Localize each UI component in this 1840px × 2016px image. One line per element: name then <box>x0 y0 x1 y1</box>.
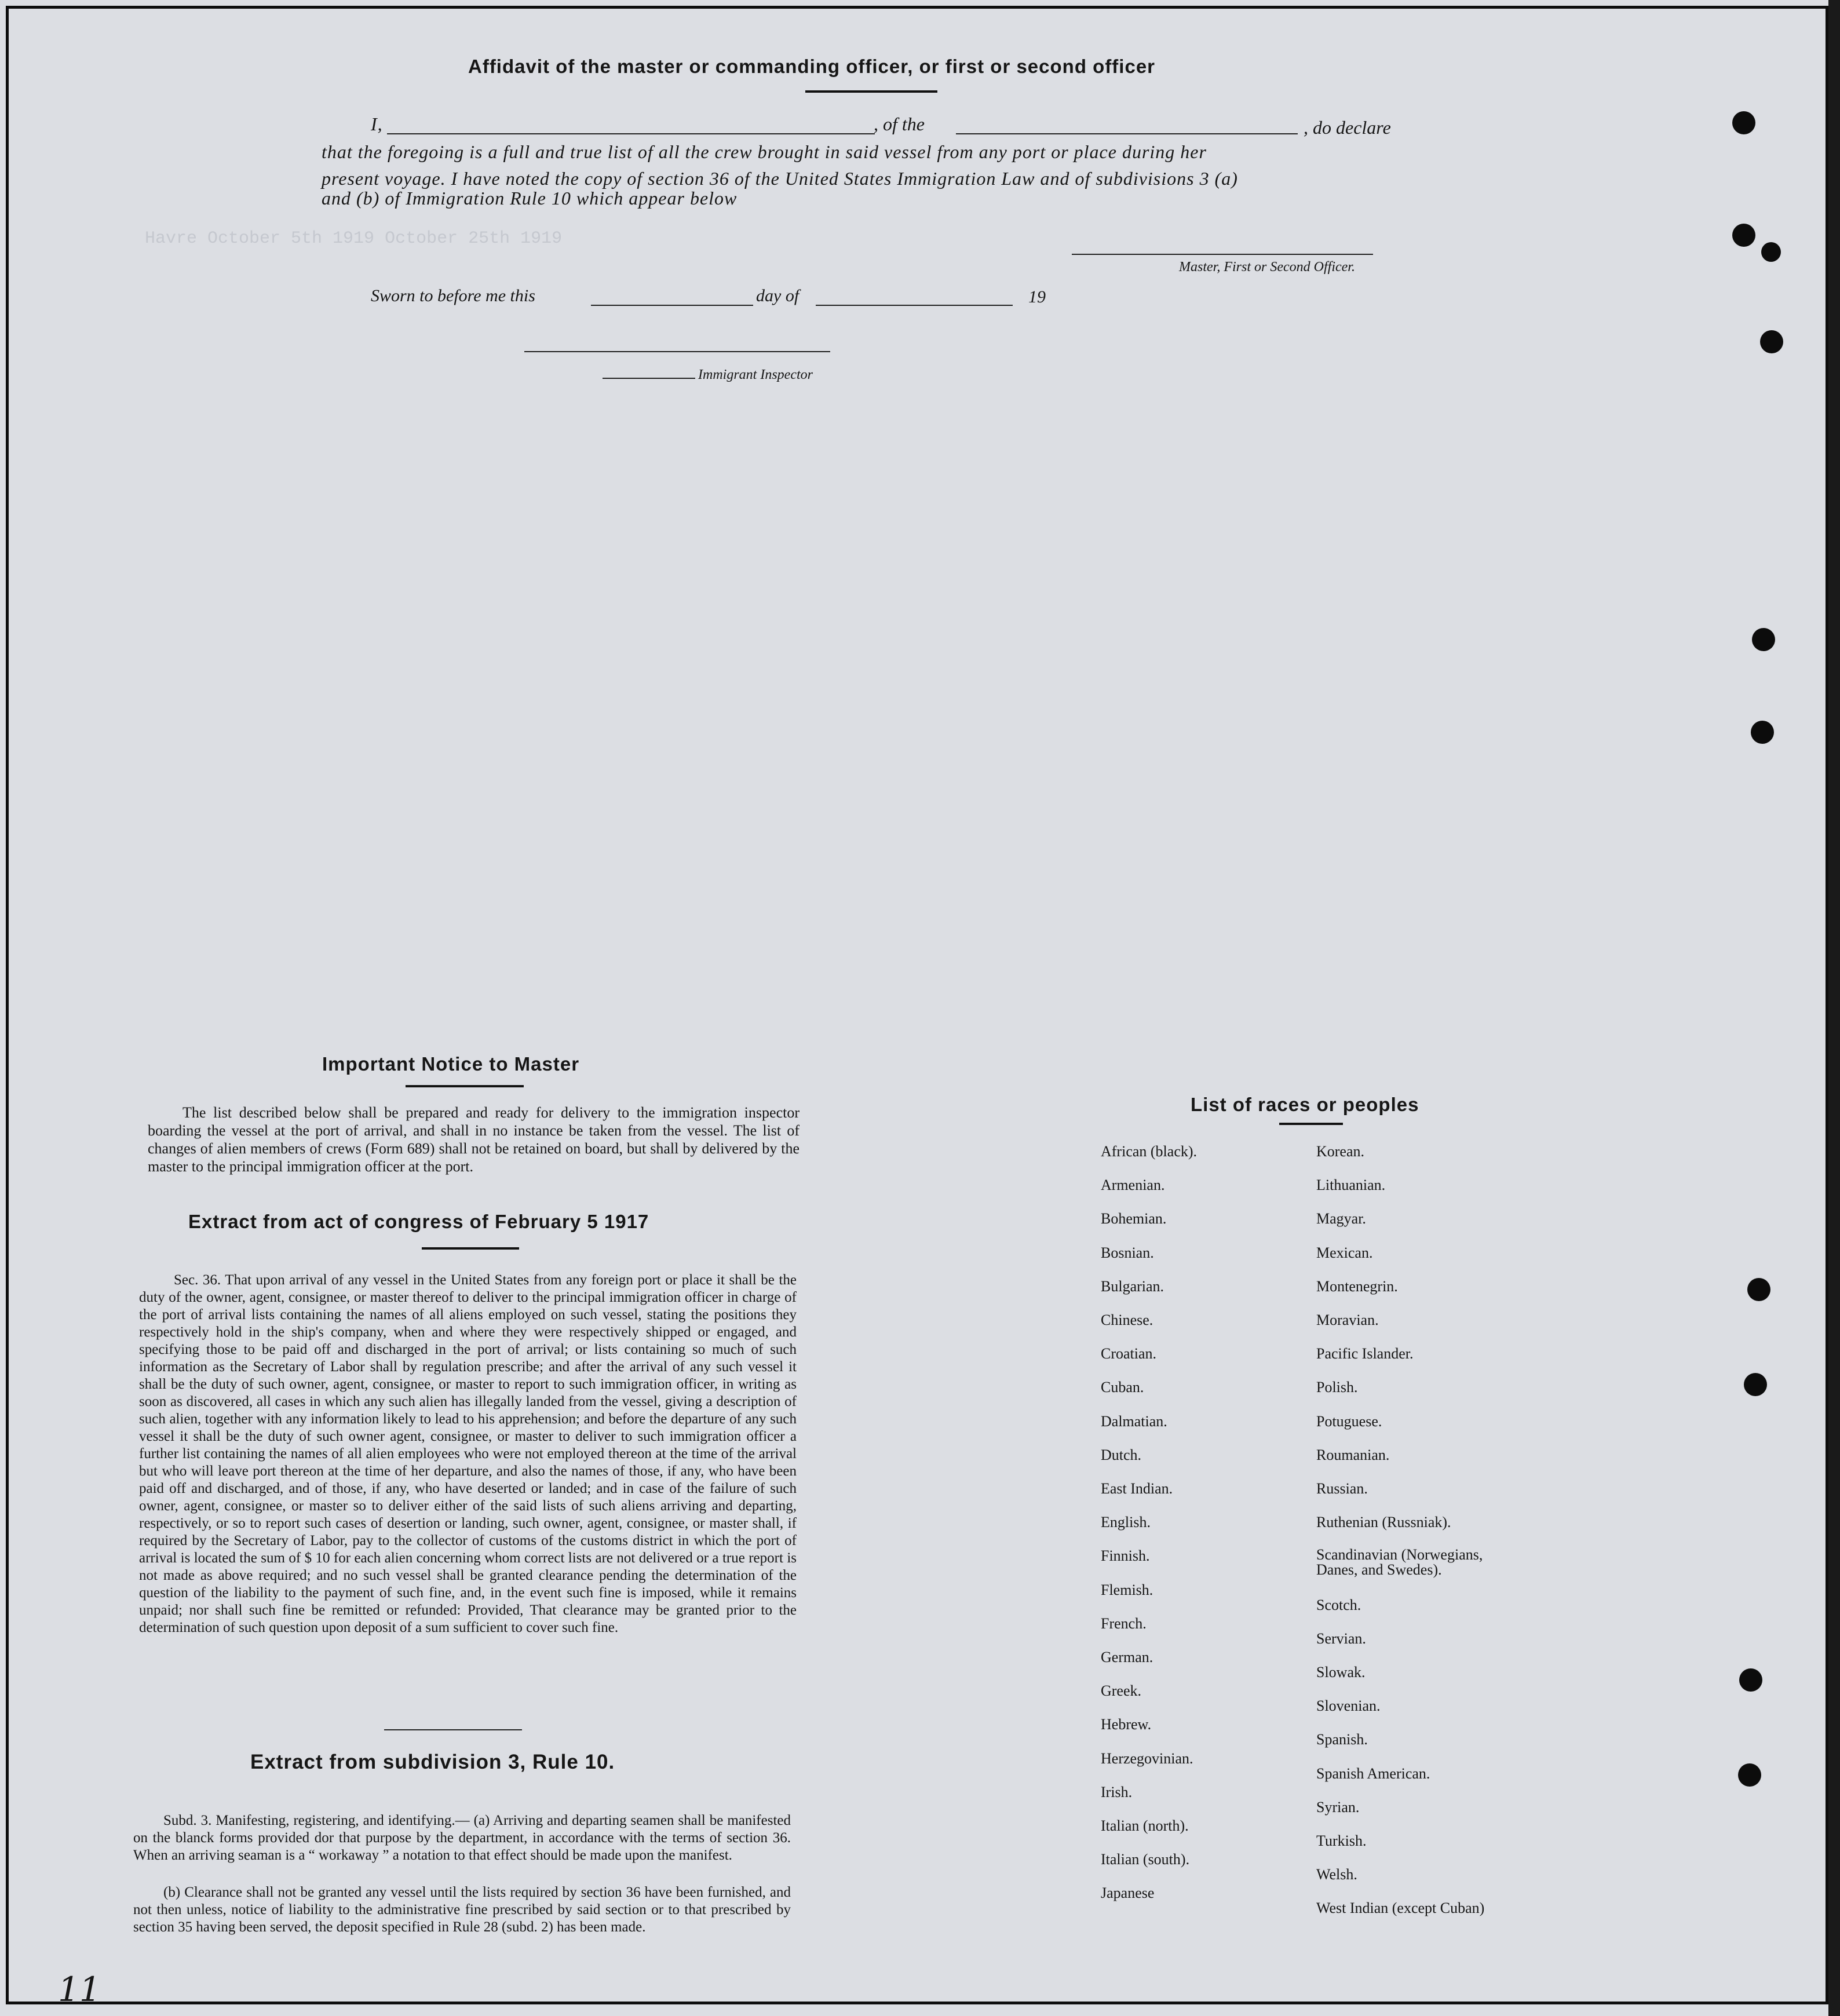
race-item: French. <box>1101 1615 1147 1632</box>
race-item: West Indian (except Cuban) <box>1316 1900 1485 1917</box>
section-divider <box>384 1729 522 1730</box>
race-item: Slovenian. <box>1316 1697 1381 1715</box>
race-item: Italian (south). <box>1101 1851 1190 1868</box>
notice-title: Important Notice to Master <box>322 1053 580 1075</box>
race-item: Chinese. <box>1101 1312 1153 1328</box>
race-item: Finnish. <box>1101 1547 1150 1565</box>
race-item: German. <box>1101 1649 1153 1666</box>
rule10-para-a: Subd. 3. Manifesting, registering, and identifying.— (a) Arriving and departing seamen shall be manifested on the blanck forms provided dor that purpose by the department, in accordance with the terms of section 36. When an arriving seaman is a “ workaway ” a notation to that effect should be made upon the manifest. <box>133 1813 791 1863</box>
punch-hole <box>1760 330 1783 353</box>
race-item: Italian (north). <box>1101 1817 1189 1834</box>
punch-hole <box>1751 721 1774 744</box>
affidavit-line-1 <box>371 114 383 135</box>
race-item: Cuban. <box>1101 1379 1144 1396</box>
affidavit-line-3: present voyage. I have noted the copy of section 36 of the United States Immigration Law and of subdivisions 3 (a) <box>322 168 1238 189</box>
signature-label: Master, First or Second Officer. <box>1179 260 1355 275</box>
page-mark: 11 <box>58 1970 101 2009</box>
bleed-through: Havre October 5th 1919 October 25th 1919 <box>145 229 563 249</box>
race-item: Ruthenian (Russniak). <box>1316 1514 1451 1531</box>
punch-hole <box>1732 224 1755 247</box>
race-item: East Indian. <box>1101 1480 1173 1497</box>
act-title-rule <box>422 1247 519 1250</box>
name-blank[interactable] <box>387 133 875 134</box>
race-item: Bosnian. <box>1101 1244 1154 1261</box>
affidavit-i: I, <box>371 114 383 134</box>
act-body: Sec. 36. That upon arrival of any vessel in the United States from any foreign port or place it shall be the duty of the owner, agent, consignee, or master thereof to deliver to the principal immigration officer in charge of the port of arrival lists containing the names of all aliens employed on such vessel, stating the positions they respectively hold in the ship's company, when and where they were respectively shipped or engaged, and specifying those to be paid off and discharged in the port of arrival; or lists containing so much of such information as the Secretary of Labor shall by regulation prescribe; and after the arrival of any such vessel it shall be the duty of such owner, agent, consignee, or master to report to such immigration officer, in writing as soon as discovered, all cases in which any such alien has illegally landed from the vessel, giving a description of such alien, together with any information likely to lead to his apprehension; and before the departure of any such vessel it shall be the duty of such owner agent, consignee, or master to deliver to such immigration officer a further list containing the names of all alien employees who were not employed thereon at the time of the arrival but who will leave port thereon at the time of her departure, and also the names of those, if any, who have been paid off and discharged, and of those, if any, who have deserted or landed; and in case of the failure of such owner, agent, consignee, or master so to deliver either of the said lists of such aliens arriving and departing, respectively, or so to report such cases of desertion or landing, such owner, agent, consignee, or master shall, if required by the Secretary of Labor, pay to the collector of customs of the customs district in which the port of arrival is located the sum of $ 10 for each alien concerning whom correct lists are not delivered or a true report is not made as above required; and no such vessel shall be granted clearance pending the determination of the question of the liability to the payment of such fine, and, in the event such fine is imposed, while it remains unpaid; nor shall such fine be remitted or refunded: Provided, That clearance may be granted prior to the determination of such question upon deposit of a sum sufficient to cover such fine. <box>139 1272 797 1635</box>
race-item: Spanish. <box>1316 1731 1368 1748</box>
race-item: Spanish American. <box>1316 1765 1430 1782</box>
race-item: Russian. <box>1316 1480 1368 1497</box>
race-item: Dalmatian. <box>1101 1412 1167 1430</box>
race-item: Irish. <box>1101 1783 1133 1800</box>
race-item: Slowak. <box>1316 1664 1366 1681</box>
notice-title-rule <box>406 1085 524 1087</box>
race-item: Scandinavian (Norwegians, Danes, and Swedes). <box>1316 1546 1483 1579</box>
races-title: List of races or peoples <box>1191 1094 1419 1115</box>
vessel-blank[interactable] <box>956 133 1298 134</box>
race-item: Flemish. <box>1101 1581 1153 1598</box>
sworn-month-blank[interactable] <box>816 305 1013 306</box>
affidavit-title: Affidavit of the master or commanding officer, or first or second officer <box>468 56 1156 77</box>
races-title-rule <box>1279 1123 1343 1125</box>
race-item: Montenegrin. <box>1316 1277 1398 1295</box>
punch-hole <box>1752 628 1775 651</box>
sworn-year: 19 <box>1028 287 1046 306</box>
sworn-day-of: day of <box>756 286 799 305</box>
punch-hole <box>1732 111 1755 134</box>
punch-hole <box>1761 242 1781 262</box>
race-item: Mexican. <box>1316 1244 1373 1261</box>
punch-hole <box>1738 1763 1761 1787</box>
inspector-signature-line[interactable] <box>524 351 830 352</box>
race-item: Welsh. <box>1316 1866 1357 1883</box>
rule10-title: Extract from subdivision 3, Rule 10. <box>250 1751 615 1773</box>
race-item: Lithuanian. <box>1316 1177 1386 1194</box>
notice-body: The list described below shall be prepared and ready for delivery to the immigration inspector boarding the vessel at the port of arrival, and shall in no instance be taken from the vessel. The list of changes of alien members of crews (Form 689) shall not be retained on board, but shall by delivered by the master to the principal immigration officer at the port. <box>148 1104 799 1175</box>
race-item: Greek. <box>1101 1682 1142 1700</box>
rule10-para-b: (b) Clearance shall not be granted any vessel until the lists required by section 36 have been furnished, and not then unless, notice of liability to the administrative fine prescribed by said section or to that prescribed by section 35 having been served, the deposit specified in Rule 28 (subd. 2) has been made. <box>133 1884 791 1935</box>
punch-hole <box>1747 1278 1770 1301</box>
race-item: Japanese <box>1101 1884 1155 1902</box>
act-title: Extract from act of congress of February 5 1917 <box>188 1211 649 1232</box>
sworn-prefix: Sworn to before me this <box>371 286 535 305</box>
affidavit-line-4: and (b) of Immigration Rule 10 which appear below <box>322 188 738 209</box>
race-item: Magyar. <box>1316 1210 1366 1228</box>
affidavit-title-rule <box>805 90 937 93</box>
race-item: English. <box>1101 1514 1151 1531</box>
race-item: Servian. <box>1316 1630 1366 1647</box>
race-item: African (black). <box>1101 1143 1198 1160</box>
affidavit-of-the: , of the <box>874 114 925 134</box>
race-item: Pacific Islander. <box>1316 1345 1414 1363</box>
race-item: Bulgarian. <box>1101 1277 1164 1295</box>
race-item: Turkish. <box>1316 1832 1367 1849</box>
inspector-label: Immigrant Inspector <box>698 367 813 382</box>
race-item: Bohemian. <box>1101 1210 1167 1228</box>
affidavit-line-2: that the foregoing is a full and true list of all the crew brought in said vessel from any port or place during her <box>322 141 1207 162</box>
punch-hole <box>1739 1668 1762 1692</box>
race-item: Croatian. <box>1101 1345 1157 1363</box>
punch-hole <box>1744 1373 1767 1396</box>
race-item: Moravian. <box>1316 1312 1379 1328</box>
race-item: Scotch. <box>1316 1596 1361 1613</box>
race-item: Syrian. <box>1316 1798 1360 1816</box>
race-item: Potuguese. <box>1316 1412 1382 1430</box>
inspector-prefix-line <box>603 378 695 379</box>
scan-edge <box>1828 0 1840 2016</box>
race-item: Korean. <box>1316 1143 1365 1160</box>
race-item: Roumanian. <box>1316 1446 1390 1463</box>
affidavit-declare: , do declare <box>1304 117 1391 138</box>
signature-line[interactable] <box>1072 254 1373 255</box>
race-item: Polish. <box>1316 1379 1358 1396</box>
race-item: Herzegovinian. <box>1101 1750 1193 1767</box>
race-item: Armenian. <box>1101 1177 1165 1194</box>
race-item: Hebrew. <box>1101 1716 1152 1733</box>
race-item: Dutch. <box>1101 1446 1142 1463</box>
sworn-day-blank[interactable] <box>591 305 753 306</box>
